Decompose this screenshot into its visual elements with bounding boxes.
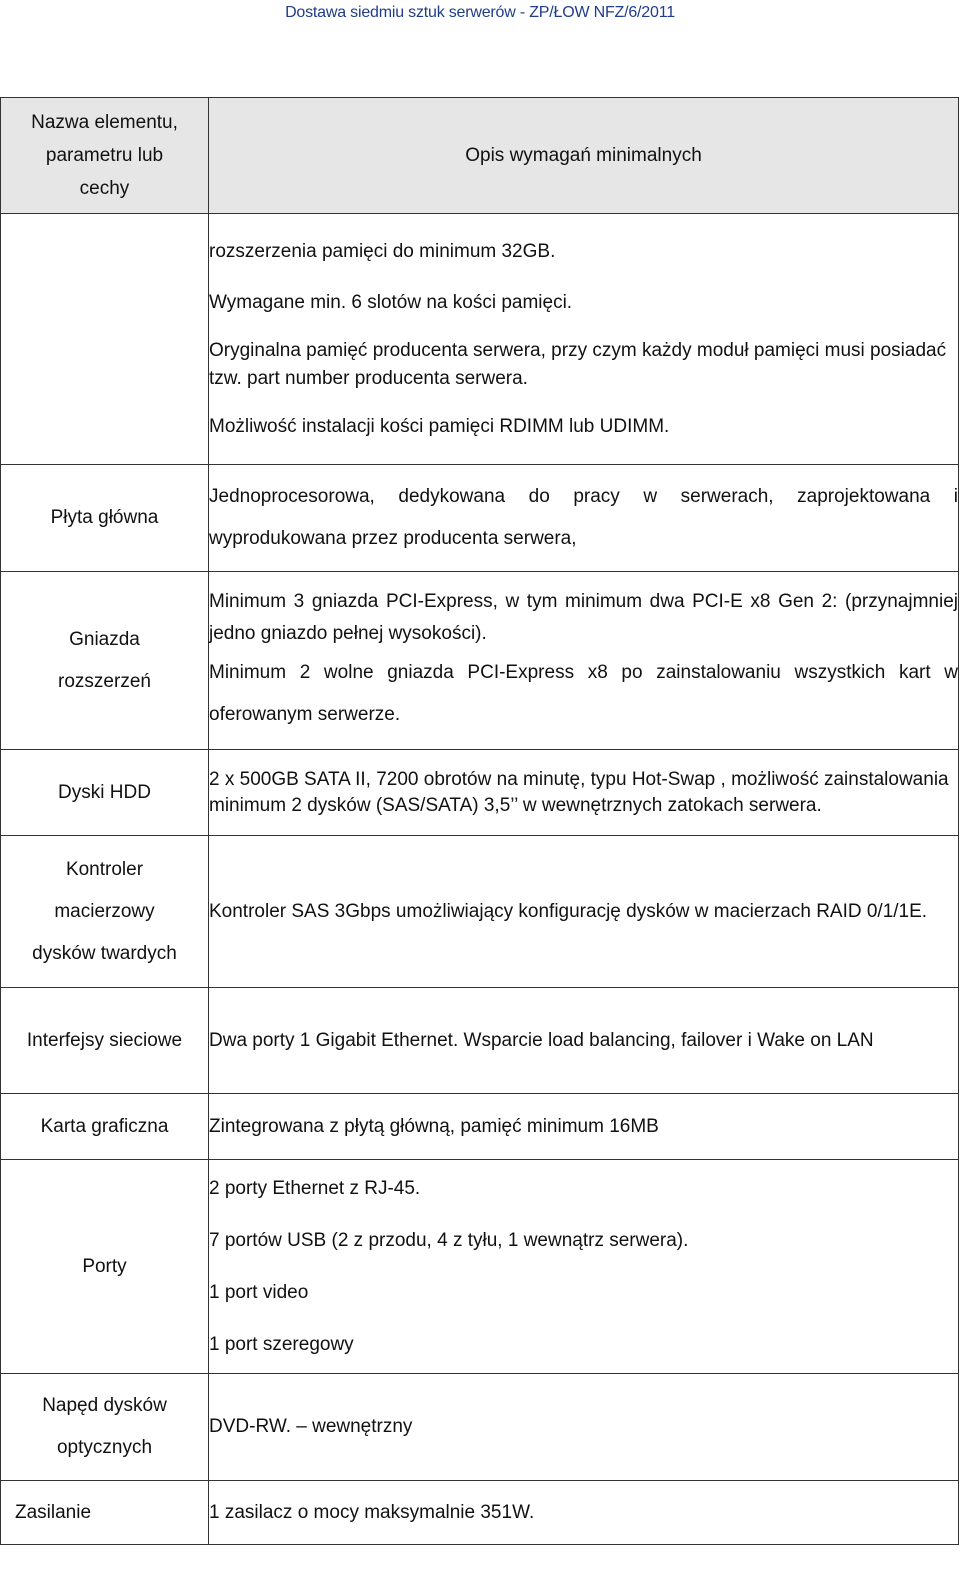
description-line: Możliwość instalacji kości pamięci RDIMM lub UDIMM. <box>209 415 670 437</box>
row-description-cell <box>209 750 959 836</box>
row-name-cell <box>1 214 209 465</box>
page-header-title: Dostawa siedmiu sztuk serwerów - ZP/ŁOW NFZ/6/2011 <box>285 4 675 21</box>
description-line: Jednoprocesorowa, dedykowana do pracy w serwerach, zaprojektowana i wyprodukowana przez producenta serwera, <box>209 486 958 549</box>
row-name-line: Napęd dysków <box>42 1395 167 1416</box>
row-description-cell <box>209 1374 959 1481</box>
description-line: Zintegrowana z płytą główną, pamięć minimum 16MB <box>209 1115 659 1137</box>
table-row <box>1 1094 959 1160</box>
row-description-cell <box>209 214 959 465</box>
row-name-cell <box>1 1374 209 1481</box>
description-line: DVD-RW. – wewnętrzny <box>209 1416 413 1437</box>
row-name-cell <box>1 836 209 988</box>
description-line: rozszerzenia pamięci do minimum 32GB. <box>209 240 556 262</box>
row-description-cell <box>209 1481 959 1545</box>
row-name-line: Interfejsy sieciowe <box>26 1029 183 1051</box>
row-description-cell <box>209 465 959 572</box>
description-line: 1 zasilacz o mocy maksymalnie 351W. <box>209 1501 535 1523</box>
row-name-line: Dyski HDD <box>58 781 151 803</box>
description-line: Minimum 3 gniazda PCI-Express, w tym minimum dwa PCI-E x8 Gen 2: (przynajmniej jedno gniazdo pełnej wysokości). <box>209 590 958 644</box>
description-line: 1 port szeregowy <box>209 1333 354 1355</box>
row-name-line: Gniazda <box>69 628 140 650</box>
table-row <box>1 988 959 1094</box>
column-header-name-line: cechy <box>79 178 130 199</box>
row-name-cell <box>1 750 209 836</box>
column-header-name-line: Nazwa elementu, <box>31 112 178 133</box>
row-name-cell <box>1 988 209 1094</box>
table-row <box>1 214 959 465</box>
row-name-cell <box>1 465 209 572</box>
row-name-line: Kontroler <box>65 858 144 880</box>
table-row <box>1 1374 959 1481</box>
table-row <box>1 572 959 750</box>
row-name-line: Karta graficzna <box>40 1115 169 1137</box>
row-name-cell <box>1 1481 209 1545</box>
table-header-row <box>1 98 959 214</box>
row-description-cell <box>209 988 959 1094</box>
row-name-cell <box>1 1094 209 1160</box>
description-line: Kontroler SAS 3Gbps umożliwiający konfigurację dysków w macierzach RAID 0/1/1E. <box>209 900 928 922</box>
column-header-description: Opis wymagań minimalnych <box>209 98 959 214</box>
description-line: Minimum 2 wolne gniazda PCI-Express x8 po zainstalowaniu wszystkich kart w oferowanym serwerze. <box>209 661 958 725</box>
row-name-line: macierzowy <box>54 900 155 922</box>
table-row <box>1 836 959 988</box>
row-name-cell <box>1 572 209 750</box>
description-line: 1 port video <box>209 1281 309 1303</box>
row-description-cell <box>209 1160 959 1374</box>
description-line: Wymagane min. 6 slotów na kości pamięci. <box>209 291 573 313</box>
row-name-line: Zasilanie <box>15 1501 92 1523</box>
column-header-name-line: parametru lub <box>45 145 164 166</box>
row-name-line: Porty <box>82 1255 127 1277</box>
description-line: Oryginalna pamięć producenta serwera, przy czym każdy moduł pamięci musi posiadać tzw. part number producenta serwera. <box>209 339 947 389</box>
table-row <box>1 1481 959 1545</box>
row-name-line: rozszerzeń <box>58 670 151 692</box>
column-header-name <box>1 98 209 214</box>
requirements-table <box>0 97 959 1545</box>
description-line: 2 porty Ethernet z RJ-45. <box>209 1177 421 1199</box>
description-line: 2 x 500GB SATA II, 7200 obrotów na minutę, typu Hot-Swap , możliwość zainstalowania minimum 2 dysków (SAS/SATA) 3,5’’ w wewnętrznych zatokach serwera. <box>209 768 949 816</box>
table-row <box>1 1160 959 1374</box>
row-name-line: optycznych <box>56 1437 153 1458</box>
row-name-line: Płyta główna <box>50 507 159 528</box>
description-line: 7 portów USB (2 z przodu, 4 z tyłu, 1 wewnątrz serwera). <box>209 1229 689 1251</box>
description-line: Dwa porty 1 Gigabit Ethernet. Wsparcie load balancing, failover i Wake on LAN <box>209 1029 874 1051</box>
row-description-cell <box>209 836 959 988</box>
row-name-cell <box>1 1160 209 1374</box>
row-name-line: dysków twardych <box>32 942 177 964</box>
row-description-cell <box>209 1094 959 1160</box>
table-row <box>1 750 959 836</box>
row-description-cell <box>209 572 959 750</box>
table-row <box>1 465 959 572</box>
